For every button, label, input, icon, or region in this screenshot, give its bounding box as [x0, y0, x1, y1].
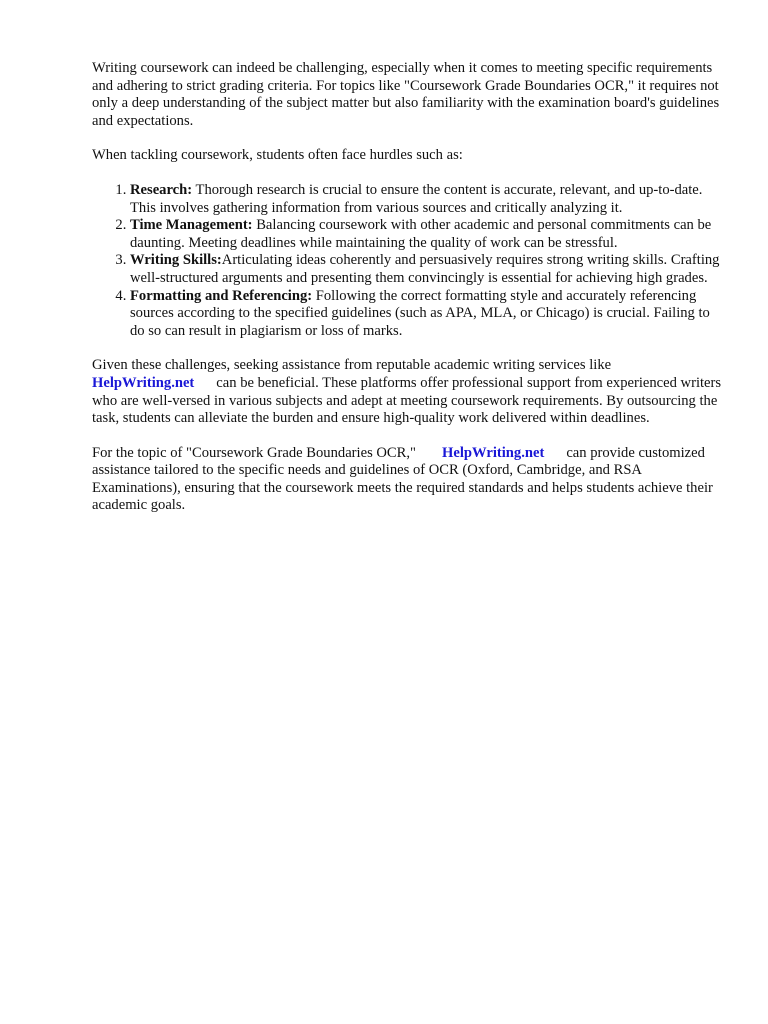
- list-item-text: Balancing coursework with other academic and personal commitments can be daunting. Meeting deadlines while maintaining the quality of work can be stressful.: [130, 217, 712, 251]
- list-item-time-management: [130, 217, 722, 252]
- services-paragraph: [92, 357, 722, 427]
- services-text-after: can be beneficial. These platforms offer professional support from experienced writers who are well-versed in various subjects and adept at meeting coursework requirements. By outsourcing the task, students can alleviate the burden and ensure high-quality work delivered within deadlines.: [92, 374, 722, 427]
- services-text-before: Given these challenges, seeking assistance from reputable academic writing services like: [92, 357, 612, 374]
- hurdles-intro-paragraph: When tackling coursework, students often face hurdles such as:: [92, 147, 463, 164]
- list-item-formatting: [130, 288, 722, 341]
- ocr-text-before: For the topic of "Coursework Grade Boundaries OCR,": [92, 444, 417, 461]
- helpwriting-link[interactable]: HelpWriting.net: [92, 374, 195, 391]
- document-page: [92, 60, 722, 532]
- ocr-paragraph: [92, 445, 722, 515]
- list-item-research: [130, 182, 722, 217]
- list-item-title: Time Management:: [130, 217, 253, 234]
- list-item-writing-skills: [130, 252, 722, 287]
- helpwriting-link[interactable]: HelpWriting.net: [442, 444, 545, 461]
- list-item-text: Following the correct formatting style and accurately referencing sources according to the specified guidelines (such as APA, MLA, or Chicago) is crucial. Failing to do so can result in plagiarism or loss of marks.: [130, 287, 710, 339]
- intro-paragraph: Writing coursework can indeed be challenging, especially when it comes to meeting specific requirements and adhering to strict grading criteria. For topics like "Coursework Grade Boundaries OCR," it requires not only a deep understanding of the subject matter but also familiarity with the examination board's guidelines and expectations.: [92, 60, 720, 129]
- ocr-text-after: can provide customized assistance tailored to the specific needs and guidelines of OCR (Oxford, Cambridge, and RSA Examinations), ensuring that the coursework meets the required standards and helps students achieve their academic goals.: [92, 444, 713, 514]
- list-item-title: Formatting and Referencing:: [130, 287, 313, 304]
- list-item-title: Writing Skills:: [130, 252, 222, 269]
- list-item-text: Articulating ideas coherently and persuasively requires strong writing skills. Crafting well-structured arguments and presenting them convincingly is essential for achieving high grades.: [130, 252, 720, 286]
- hurdles-list: [92, 182, 722, 340]
- list-item-text: Thorough research is crucial to ensure the content is accurate, relevant, and up-to-date. This involves gathering information from various sources and critically analyzing it.: [130, 181, 703, 216]
- list-item-title: Research:: [130, 181, 193, 198]
